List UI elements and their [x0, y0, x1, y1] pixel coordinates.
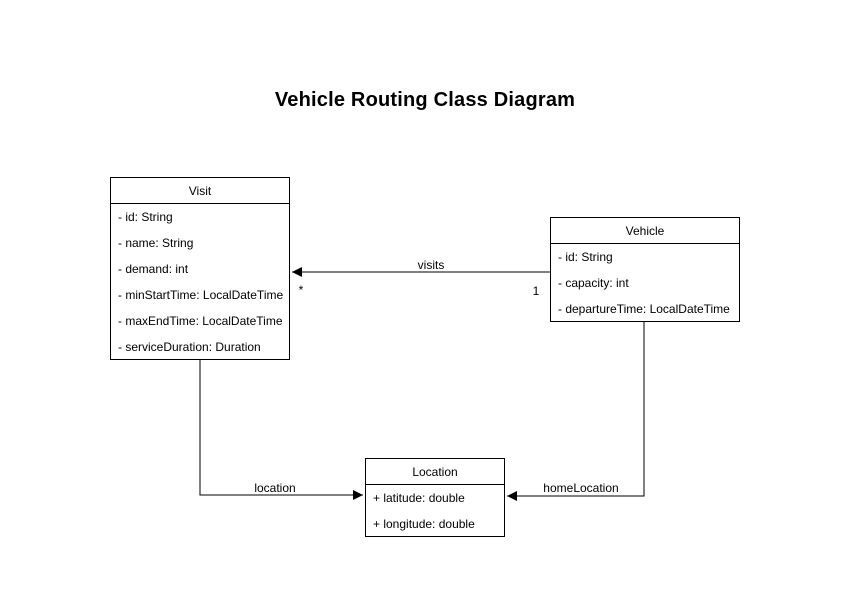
class-location-field-longitude: + longitude: double	[373, 517, 475, 531]
class-vehicle-name: Vehicle	[551, 218, 739, 244]
diagram-title: Vehicle Routing Class Diagram	[274, 89, 576, 111]
class-visit-field-minstarttime: - minStartTime: LocalDateTime	[118, 288, 284, 302]
class-visit-field-id: - id: String	[118, 210, 173, 224]
association-location-line	[200, 360, 363, 495]
class-vehicle	[550, 217, 740, 322]
class-vehicle-field-departuretime: - departureTime: LocalDateTime	[558, 302, 730, 316]
class-location-name: Location	[366, 459, 504, 485]
association-visits-multiplicity-one: 1	[532, 284, 540, 298]
class-visit-field-name: - name: String	[118, 236, 194, 250]
association-homelocation-line	[507, 321, 644, 496]
association-visits-label: visits	[417, 258, 445, 272]
association-homelocation-label: homeLocation	[543, 481, 619, 495]
association-location-label: location	[254, 481, 296, 495]
class-visit-field-demand: - demand: int	[118, 262, 189, 276]
class-visit	[110, 177, 290, 360]
class-vehicle-field-capacity: - capacity: int	[558, 276, 629, 290]
class-visit-field-maxendtime: - maxEndTime: LocalDateTime	[118, 314, 283, 328]
class-vehicle-field-id: - id: String	[558, 250, 613, 264]
class-location-field-latitude: + latitude: double	[373, 491, 465, 505]
association-visits-multiplicity-star: *	[298, 283, 304, 297]
class-location	[365, 458, 505, 537]
class-visit-name: Visit	[111, 178, 289, 204]
class-visit-field-serviceduration: - serviceDuration: Duration	[118, 340, 261, 354]
